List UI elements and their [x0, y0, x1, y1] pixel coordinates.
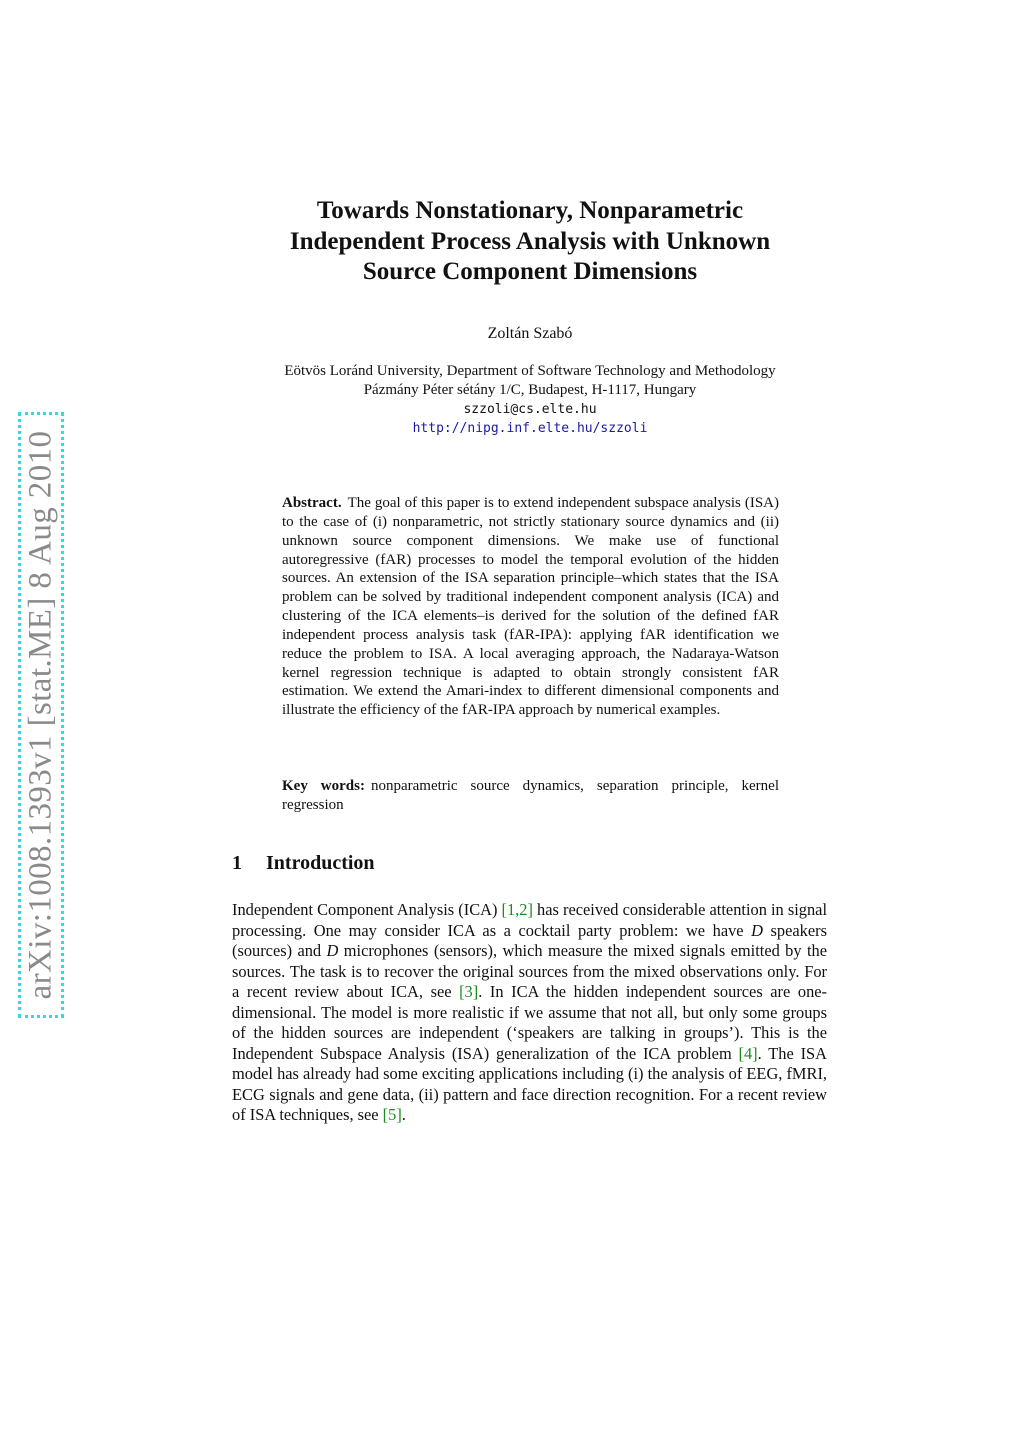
affiliation-block: [200, 362, 860, 438]
citation-link-1-2[interactable]: [1,2]: [501, 900, 533, 919]
intro-text-4: microphones (sensors), which measure the mixed signals emitted by the sources. The task is to recover the original sources from the mixed observations only. For a recent review about ICA, see: [232, 941, 827, 1001]
author-homepage-link[interactable]: http://nipg.inf.elte.hu/szzoli: [412, 421, 648, 436]
keywords: [282, 777, 779, 815]
paper-title: [200, 196, 860, 288]
section-title: Introduction: [266, 852, 375, 874]
intro-text-5: . In ICA the hidden independent sources are one-dimensional. The model is more realistic if we assume that not all, but only some groups of the hidden sources are independent (‘speakers are talking in groups’). This is the Independent Subspace Analysis (ISA) generalization of the ICA problem: [232, 982, 828, 1063]
citation-link-5[interactable]: [5]: [382, 1105, 402, 1124]
intro-text-6: . The ISA model has already had some exciting applications including (i) the analysis of EEG, fMRI, ECG signals and gene data, (ii) pattern and face direction recognition. For a recent review of ISA techniques, see: [232, 1043, 827, 1124]
section-heading-introduction: [232, 852, 375, 875]
math-symbol-d-microphones: D: [326, 941, 339, 960]
title-line-3: Source Component Dimensions: [362, 258, 698, 285]
citation-link-4[interactable]: [4]: [738, 1043, 758, 1063]
title-line-1: Towards Nonstationary, Nonparametric: [316, 197, 744, 224]
citation-link-3[interactable]: [3]: [459, 982, 479, 1001]
arxiv-stamp-text: arXiv:1008.1393v1 [stat.ME] 8 Aug 2010: [22, 430, 59, 1000]
math-symbol-d-speakers: D: [751, 920, 763, 940]
abstract-text: The goal of this paper is to extend independent subspace analysis (ISA) to the case of (i) nonparametric, not strictly stationary source dynamics and (ii) unknown source component dimensions. We make use of functional autoregressive (fAR) processes to model the temporal evolution of the hidden sources. An extension of the ISA separation principle–which states that the ISA problem can be solved by traditional independent component analysis (ICA) and clustering of the ICA elements–is derived for the solution of the defined fAR independent process analysis task (fAR-IPA): applying fAR identification we reduce the problem to ISA. A local averaging approach, the Nadaraya-Watson kernel regression technique is adapted to obtain strongly consistent fAR estimation. We extend the Amari-index to different dimensional components and illustrate the efficiency of the fAR-IPA approach by numerical examples.: [282, 495, 779, 719]
intro-text-1: Independent Component Analysis (ICA): [232, 900, 502, 919]
keywords-label: Key words:: [282, 778, 365, 794]
abstract: [282, 494, 779, 720]
author-name: Zoltán Szabó: [487, 325, 573, 342]
title-line-2: Independent Process Analysis with Unknown: [289, 227, 771, 255]
introduction-paragraph: [232, 900, 827, 1126]
intro-text-7: .: [401, 1105, 406, 1124]
affiliation-line-1: Eötvös Loránd University, Department of Software Technology and Methodology: [284, 363, 776, 379]
section-number: 1: [232, 852, 242, 874]
abstract-label: Abstract.: [282, 495, 342, 511]
author-email[interactable]: szzoli@cs.elte.hu: [463, 402, 597, 417]
affiliation-line-2: Pázmány Péter sétány 1/C, Budapest, H-1117, Hungary: [363, 382, 697, 398]
intro-text-2: has received considerable attention in signal processing. One may consider ICA as a cocktail party problem: we have: [232, 900, 827, 940]
intro-text-3: speakers (sources) and: [232, 920, 827, 960]
keywords-text: nonparametric source dynamics, separation principle, kernel regression: [282, 778, 779, 813]
